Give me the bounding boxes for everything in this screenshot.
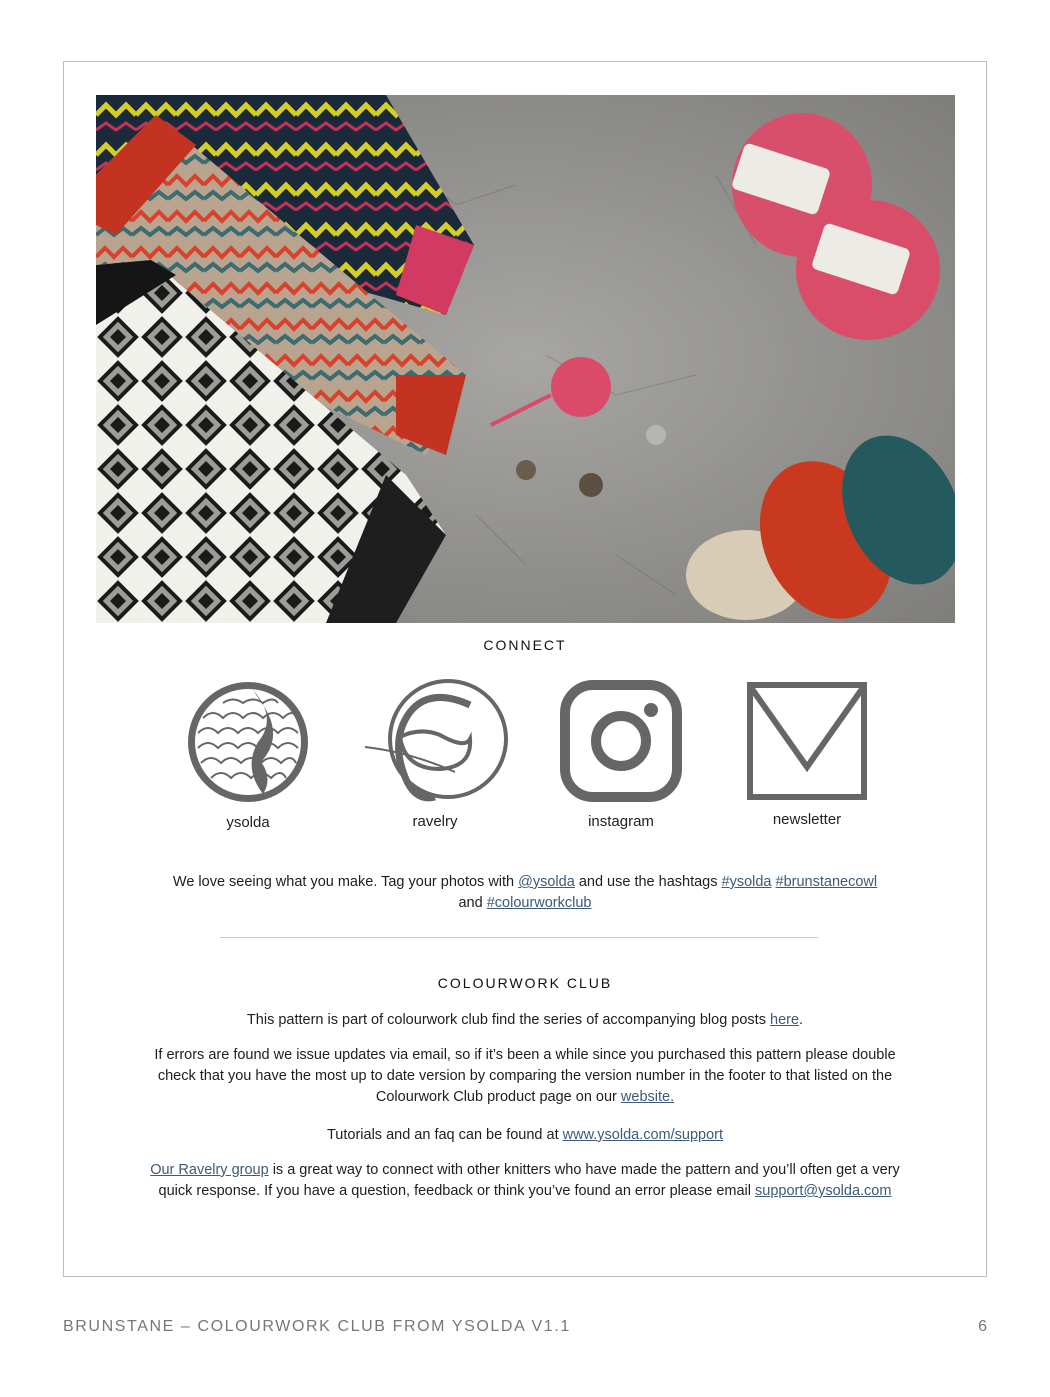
errors-note-line-1: If errors are found we issue updates via email, so if it’s been a while since you purchased this pattern please double	[154, 1047, 896, 1063]
blog-posts-link[interactable]: here	[770, 1012, 800, 1028]
connect-links	[0, 675, 1050, 845]
tag-note-middle: and use the hashtags	[578, 874, 718, 890]
colourwork-club-heading: COLOURWORK CLUB	[437, 975, 613, 991]
tutorials-note-text: Tutorials and an faq can be found at	[326, 1127, 559, 1143]
ravelry-link[interactable]	[350, 677, 520, 830]
hashtag-colourworkclub-link[interactable]: #colourworkclub	[486, 895, 592, 911]
ravelry-note-line-2: quick response. If you have a question, feedback or think you’ve found an error please email	[158, 1183, 751, 1199]
footer-title: BRUNSTANE – COLOURWORK CLUB FROM YSOLDA V1.1	[63, 1318, 571, 1335]
tag-note-and: and	[458, 895, 483, 911]
page-number: 6	[978, 1318, 987, 1335]
ravelry-note-line-1: is a great way to connect with other knitters who have made the pattern and you’ll often get a very	[272, 1162, 900, 1178]
tag-note	[140, 872, 910, 914]
errors-note-line-2: check that you have the most up to date version by comparing the version number in the footer to that listed on the	[157, 1068, 893, 1084]
instagram-icon	[559, 679, 683, 803]
ysolda-label: ysolda	[226, 814, 270, 831]
errors-note-line-3: Colourwork Club product page on our	[375, 1089, 617, 1105]
hashtag-brunstanecowl-link[interactable]: #brunstanecowl	[775, 874, 878, 890]
support-email-link[interactable]: support@ysolda.com	[755, 1183, 892, 1199]
knitting-photo	[96, 95, 955, 623]
envelope-icon	[746, 681, 868, 801]
club-intro-text: This pattern is part of colourwork club find the series of accompanying blog posts	[246, 1012, 766, 1028]
instagram-link[interactable]	[536, 679, 706, 830]
hashtag-ysolda-link[interactable]: #ysolda	[721, 874, 772, 890]
ysolda-handle-link[interactable]: @ysolda	[518, 874, 575, 890]
ravelry-group-note	[130, 1160, 920, 1202]
connect-heading: CONNECT	[483, 637, 567, 653]
tutorials-note	[140, 1125, 910, 1146]
ravelry-label: ravelry	[412, 813, 458, 830]
instagram-label: instagram	[588, 813, 654, 830]
club-intro: This pattern is part of colourwork club find the series of accompanying blog posts here.	[246, 1012, 804, 1028]
ravelry-group-link[interactable]: Our Ravelry group	[150, 1162, 269, 1178]
section-divider	[220, 937, 818, 938]
newsletter-label: newsletter	[772, 811, 842, 828]
errors-note	[130, 1045, 920, 1108]
tag-note-prefix: We love seeing what you make. Tag your photos with	[172, 874, 515, 890]
newsletter-link[interactable]	[722, 681, 892, 828]
knit-circle-icon	[183, 678, 313, 806]
ravelry-logo-icon	[360, 677, 510, 805]
support-page-link[interactable]: www.ysolda.com/support	[562, 1127, 724, 1143]
ysolda-link[interactable]	[163, 678, 333, 831]
website-link[interactable]: website.	[620, 1089, 675, 1105]
